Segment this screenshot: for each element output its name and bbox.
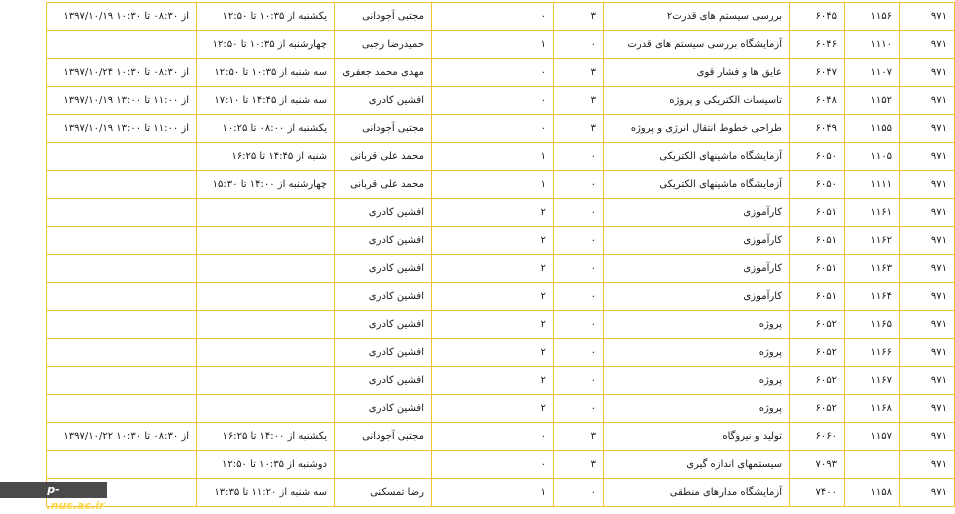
instructor-cell: محمد علی قربانی [335,143,432,171]
theory-units-cell: ۳ [554,3,604,31]
practical-units-cell: ۱ [432,479,554,507]
exam-time-cell [47,395,197,423]
course-number-cell: ۶۰۵۲ [790,395,845,423]
theory-units-cell: ۰ [554,199,604,227]
instructor-cell: افشین کادری [335,227,432,255]
theory-units-cell: ۳ [554,451,604,479]
course-number-cell: ۷۴۰۰ [790,479,845,507]
practical-units-cell: ۰ [432,59,554,87]
theory-units-cell: ۰ [554,283,604,311]
practical-units-cell: ۲ [432,255,554,283]
course-title-cell: سیستمهای اندازه گیری [604,451,790,479]
exam-time-cell [47,227,197,255]
practical-units-cell: ۲ [432,227,554,255]
instructor-cell: رضا تمسکنی [335,479,432,507]
course-number-cell: ۶۰۵۲ [790,339,845,367]
instructor-cell: افشین کادری [335,283,432,311]
group-cell: ۹۷۱ [900,227,955,255]
theory-units-cell: ۳ [554,423,604,451]
exam-time-cell [47,255,197,283]
course-number-cell: ۶۰۵۱ [790,199,845,227]
group-cell: ۹۷۱ [900,283,955,311]
code-cell: ۱۱۶۱ [845,199,900,227]
course-number-cell: ۶۰۵۱ [790,283,845,311]
group-cell: ۹۷۱ [900,367,955,395]
course-title-cell: تولید و نیروگاه [604,423,790,451]
course-title-cell: عایق ها و فشار قوی [604,59,790,87]
course-title-cell: طراحی خطوط انتقال انرژی و پروژه [604,115,790,143]
exam-time-cell [47,31,197,59]
exam-time-cell: از ۰۸:۳۰ تا ۱۰:۳۰ ۱۳۹۷/۱۰/۲۴ [47,59,197,87]
class-time-cell: یکشنبه از ۰۸:۰۰ تا ۱۰:۲۵ [197,115,335,143]
course-rows [47,3,955,507]
code-cell: ۱۱۶۴ [845,283,900,311]
course-title-cell: کارآموزی [604,283,790,311]
table-row [47,255,955,283]
practical-units-cell: ۰ [432,115,554,143]
instructor-cell [335,451,432,479]
code-cell: ۱۱۵۵ [845,115,900,143]
course-number-cell: ۶۰۴۷ [790,59,845,87]
theory-units-cell: ۰ [554,395,604,423]
table-row [47,367,955,395]
practical-units-cell: ۱ [432,31,554,59]
code-cell: ۱۱۱۰ [845,31,900,59]
course-title-cell: پروژه [604,311,790,339]
table-row [47,143,955,171]
table-row [47,479,955,507]
course-title-cell: آزمایشگاه بررسی سیستم های قدرت [604,31,790,59]
table-row [47,395,955,423]
watermark-domain: .nus.ac.ir [46,499,105,512]
group-cell: ۹۷۱ [900,115,955,143]
class-time-cell [197,367,335,395]
practical-units-cell: ۰ [432,423,554,451]
class-time-cell: شنبه از ۱۴:۴۵ تا ۱۶:۲۵ [197,143,335,171]
course-title-cell: پروژه [604,367,790,395]
exam-time-cell [47,311,197,339]
code-cell: ۱۱۵۶ [845,3,900,31]
table-row [47,451,955,479]
course-title-cell: کارآموزی [604,227,790,255]
theory-units-cell: ۰ [554,311,604,339]
theory-units-cell: ۰ [554,171,604,199]
class-time-cell [197,311,335,339]
instructor-cell: مهدی محمد جعفری [335,59,432,87]
instructor-cell: مجتبی آجودانی [335,115,432,143]
course-number-cell: ۶۰۴۹ [790,115,845,143]
instructor-cell: افشین کادری [335,199,432,227]
table-row [47,423,955,451]
instructor-cell: افشین کادری [335,339,432,367]
group-cell: ۹۷۱ [900,395,955,423]
exam-time-cell [47,367,197,395]
practical-units-cell: ۱ [432,171,554,199]
course-number-cell: ۶۰۵۱ [790,255,845,283]
course-number-cell: ۶۰۵۲ [790,311,845,339]
practical-units-cell: ۲ [432,199,554,227]
code-cell: ۱۱۶۸ [845,395,900,423]
table-row [47,31,955,59]
instructor-cell: حمیدرضا رجبی [335,31,432,59]
table-row [47,115,955,143]
group-cell: ۹۷۱ [900,87,955,115]
group-cell: ۹۷۱ [900,143,955,171]
code-cell: ۱۱۶۳ [845,255,900,283]
instructor-cell: افشین کادری [335,255,432,283]
course-number-cell: ۶۰۴۶ [790,31,845,59]
instructor-cell: افشین کادری [335,395,432,423]
code-cell: ۱۱۰۷ [845,59,900,87]
exam-time-cell [47,451,197,479]
table-row [47,87,955,115]
table-row [47,199,955,227]
group-cell: ۹۷۱ [900,31,955,59]
code-cell: ۱۱۶۵ [845,311,900,339]
class-time-cell: چهارشنبه از ۱۰:۳۵ تا ۱۲:۵۰ [197,31,335,59]
table-row [47,311,955,339]
class-time-cell: سه شنبه از ۱۱:۲۰ تا ۱۳:۳۵ [197,479,335,507]
theory-units-cell: ۰ [554,339,604,367]
exam-time-cell: از ۰۸:۳۰ تا ۱۰:۳۰ ۱۳۹۷/۱۰/۱۹ [47,3,197,31]
course-title-cell: آزمایشگاه مدارهای منطقی [604,479,790,507]
instructor-cell: محمد علی قربانی [335,171,432,199]
theory-units-cell: ۳ [554,87,604,115]
course-title-cell: پروژه [604,395,790,423]
practical-units-cell: ۲ [432,283,554,311]
code-cell: ۱۱۰۵ [845,143,900,171]
course-number-cell: ۶۰۵۱ [790,227,845,255]
class-time-cell [197,395,335,423]
site-watermark [0,482,107,512]
class-time-cell: چهارشنبه از ۱۴:۰۰ تا ۱۵:۳۰ [197,171,335,199]
course-schedule-table [46,2,955,507]
group-cell: ۹۷۱ [900,255,955,283]
class-time-cell [197,199,335,227]
course-number-cell: ۶۰۴۵ [790,3,845,31]
course-title-cell: آزمایشگاه ماشینهای الکتریکی [604,171,790,199]
table-row [47,283,955,311]
course-number-cell: ۶۰۶۰ [790,423,845,451]
course-title-cell: پروژه [604,339,790,367]
group-cell: ۹۷۱ [900,3,955,31]
class-time-cell: یکشنبه از ۱۴:۰۰ تا ۱۶:۲۵ [197,423,335,451]
course-title-cell: کارآموزی [604,255,790,283]
instructor-cell: مجتبی آجودانی [335,3,432,31]
group-cell: ۹۷۱ [900,451,955,479]
code-cell [845,451,900,479]
group-cell: ۹۷۱ [900,423,955,451]
practical-units-cell: ۱ [432,143,554,171]
theory-units-cell: ۰ [554,255,604,283]
theory-units-cell: ۰ [554,31,604,59]
code-cell: ۱۱۵۸ [845,479,900,507]
course-number-cell: ۶۰۵۲ [790,367,845,395]
practical-units-cell: ۰ [432,87,554,115]
group-cell: ۹۷۱ [900,59,955,87]
class-time-cell: سه شنبه از ۱۴:۴۵ تا ۱۷:۱۰ [197,87,335,115]
course-title-cell: تاسیسات الکتریکی و پروژه [604,87,790,115]
course-number-cell: ۶۰۴۸ [790,87,845,115]
course-number-cell: ۶۰۵۰ [790,171,845,199]
table-row [47,339,955,367]
group-cell: ۹۷۱ [900,311,955,339]
exam-time-cell [47,339,197,367]
course-title-cell: کارآموزی [604,199,790,227]
code-cell: ۱۱۵۲ [845,87,900,115]
class-time-cell [197,227,335,255]
course-title-cell: آزمایشگاه ماشینهای الکتریکی [604,143,790,171]
theory-units-cell: ۰ [554,143,604,171]
theory-units-cell: ۰ [554,367,604,395]
table-row [47,3,955,31]
exam-time-cell [47,171,197,199]
class-time-cell [197,255,335,283]
practical-units-cell: ۰ [432,451,554,479]
practical-units-cell: ۲ [432,311,554,339]
class-time-cell: دوشنبه از ۱۰:۳۵ تا ۱۲:۵۰ [197,451,335,479]
exam-time-cell [47,199,197,227]
class-time-cell [197,339,335,367]
code-cell: ۱۱۱۱ [845,171,900,199]
class-time-cell: سه شنبه از ۱۰:۳۵ تا ۱۲:۵۰ [197,59,335,87]
course-number-cell: ۶۰۵۰ [790,143,845,171]
course-number-cell: ۷۰۹۳ [790,451,845,479]
group-cell: ۹۷۱ [900,479,955,507]
group-cell: ۹۷۱ [900,339,955,367]
table-row [47,171,955,199]
course-title-cell: بررسی سیستم های قدرت۲ [604,3,790,31]
practical-units-cell: ۲ [432,395,554,423]
group-cell: ۹۷۱ [900,171,955,199]
practical-units-cell: ۲ [432,339,554,367]
code-cell: ۱۱۶۲ [845,227,900,255]
class-time-cell [197,283,335,311]
theory-units-cell: ۰ [554,479,604,507]
theory-units-cell: ۰ [554,227,604,255]
table-row [47,59,955,87]
exam-time-cell: از ۰۸:۳۰ تا ۱۰:۳۰ ۱۳۹۷/۱۰/۲۲ [47,423,197,451]
instructor-cell: افشین کادری [335,87,432,115]
instructor-cell: افشین کادری [335,367,432,395]
exam-time-cell: از ۱۱:۰۰ تا ۱۳:۰۰ ۱۳۹۷/۱۰/۱۹ [47,87,197,115]
class-time-cell: یکشنبه از ۱۰:۳۵ تا ۱۲:۵۰ [197,3,335,31]
practical-units-cell: ۲ [432,367,554,395]
code-cell: ۱۱۶۶ [845,339,900,367]
theory-units-cell: ۳ [554,115,604,143]
code-cell: ۱۱۵۷ [845,423,900,451]
exam-time-cell: از ۱۱:۰۰ تا ۱۳:۰۰ ۱۳۹۷/۱۰/۱۹ [47,115,197,143]
table-row [47,227,955,255]
group-cell: ۹۷۱ [900,199,955,227]
exam-time-cell [47,283,197,311]
instructor-cell: افشین کادری [335,311,432,339]
instructor-cell: مجتبی آجودانی [335,423,432,451]
code-cell: ۱۱۶۷ [845,367,900,395]
practical-units-cell: ۰ [432,3,554,31]
exam-time-cell [47,143,197,171]
watermark-prefix: p-gorgan [2,483,60,512]
theory-units-cell: ۳ [554,59,604,87]
